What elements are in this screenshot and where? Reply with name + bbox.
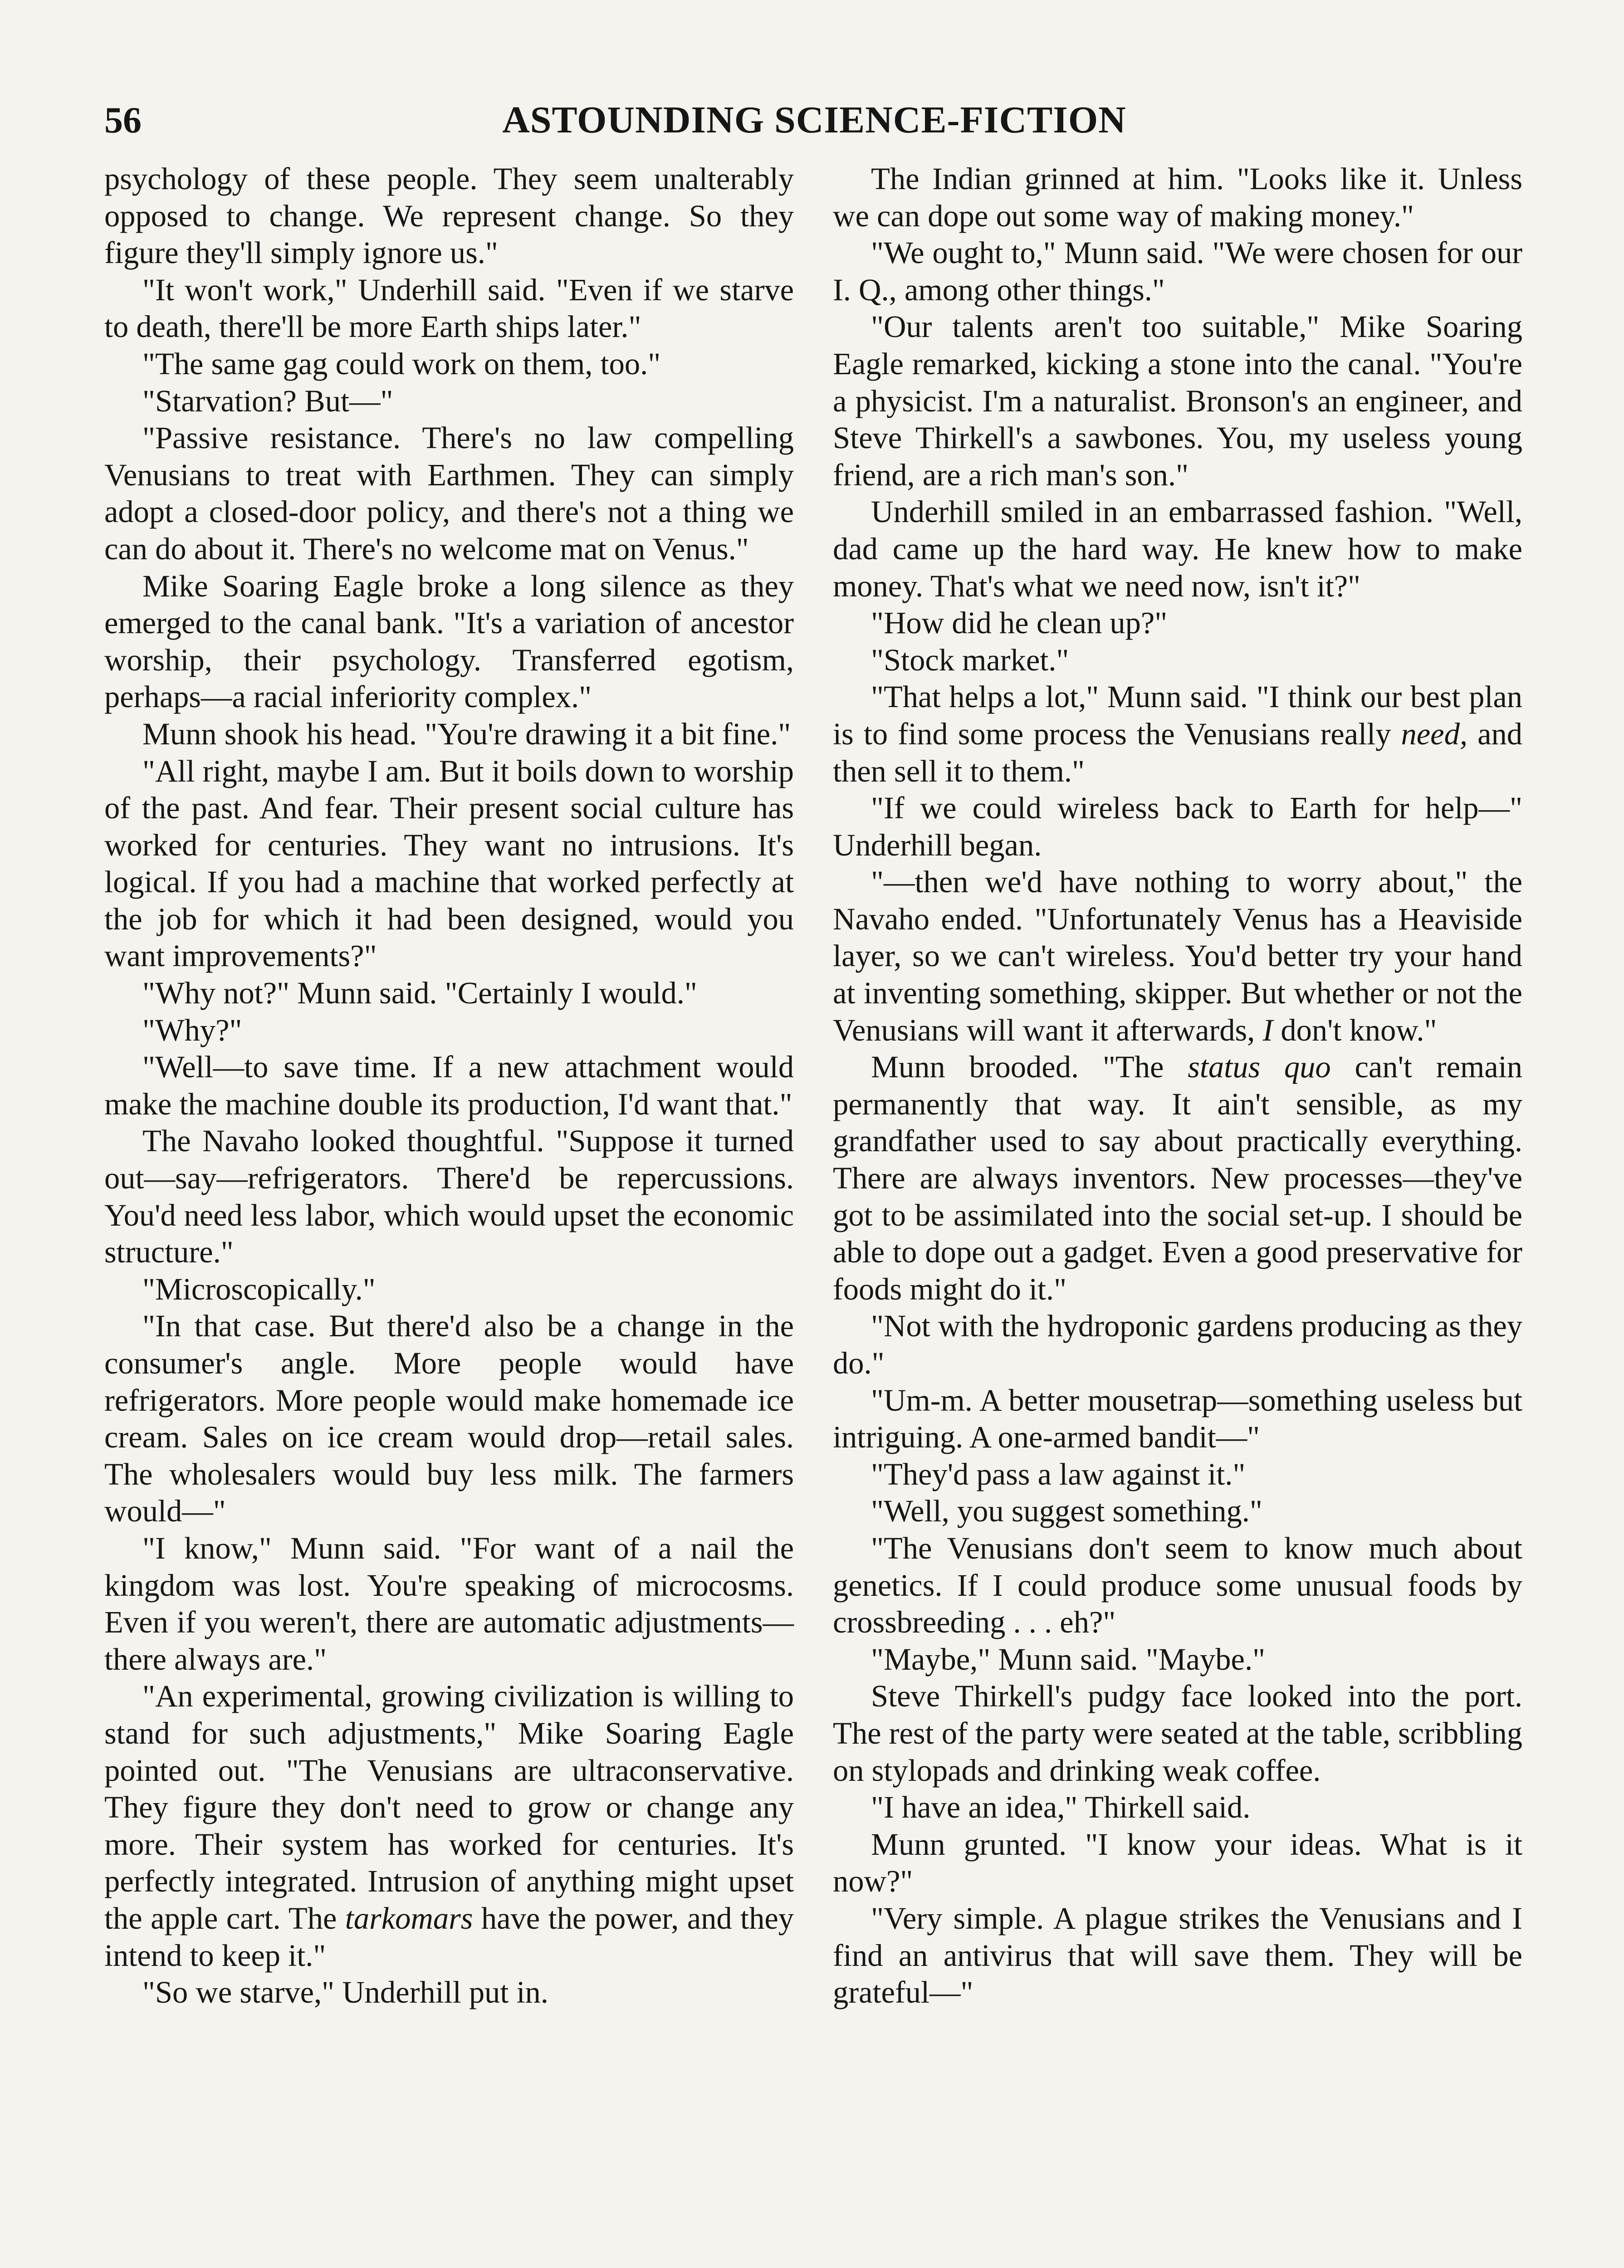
paragraph: "We ought to," Munn said. "We were chosen for our I. Q., among other things.": [833, 235, 1522, 307]
paragraph: Mike Soaring Eagle broke a long silence as they emerged to the canal bank. "It's a variation of ancestor worship, their psychology. Transferred egotism, perhaps—a racial inferiority complex.": [104, 568, 794, 714]
left-column: [104, 161, 794, 2011]
paragraph: "If we could wireless back to Earth for help—" Underhill began.: [833, 791, 1522, 862]
paragraph: "I know," Munn said. "For want of a nail the kingdom was lost. You're speaking of microcosms. Even if you weren't, there are automatic adjustments—there always are.": [104, 1530, 794, 1677]
paragraph: "Well—to save time. If a new attachment would make the machine double its production, I'd want that.": [104, 1050, 794, 1121]
paragraph: "Our talents aren't too suitable," Mike Soaring Eagle remarked, kicking a stone into the canal. "You're a physicist. I'm a naturalist. Bronson's an engineer, and Steve Thirkell's a sawbones. You, my useless young friend, are a rich man's son.": [833, 309, 1522, 492]
italic-term: status quo: [1188, 1050, 1331, 1085]
paragraph: psychology of these people. They seem unalterably opposed to change. We represent change. So they figure they'll simply ignore us.": [104, 161, 794, 270]
paragraph: "Um-m. A better mousetrap—something useless but intriguing. A one-armed bandit—": [833, 1383, 1522, 1455]
paragraph: Munn grunted. "I know your ideas. What is it now?": [833, 1827, 1522, 1899]
paragraph: "Very simple. A plague strikes the Venusians and I find an antivirus that will save them. They will be grateful—": [833, 1901, 1522, 2010]
paragraph: Steve Thirkell's pudgy face looked into the port. The rest of the party were seated at the table, scribbling on stylopads and drinking weak coffee.: [833, 1679, 1522, 1788]
paragraph: "So we starve," Underhill put in.: [142, 1975, 548, 2010]
running-head: ASTOUNDING SCIENCE-FICTION: [502, 99, 1126, 141]
paragraph: "I have an idea," Thirkell said.: [871, 1790, 1251, 1825]
paragraph: "The same gag could work on them, too.": [142, 346, 661, 381]
paragraph: "How did he clean up?": [871, 606, 1168, 640]
paragraph: Underhill smiled in an embarrassed fashion. "Well, dad came up the hard way. He knew how to make money. That's what we need now, isn't it?": [833, 494, 1522, 603]
page-number: 56: [104, 99, 142, 141]
paragraph: "In that case. But there'd also be a change in the consumer's angle. More people would have refrigerators. More people would make homemade ice cream. Sales on ice cream would drop—retail sales. The wholesalers would buy less milk. The farmers would—": [104, 1309, 794, 1529]
paragraph: "An experimental, growing civilization is willing to stand for such adjustments," Mike Soaring Eagle pointed out. "The Venusians are ultraconservative. They figure they don't need to grow or change any more. Their system has worked for centuries. It's perfectly integrated. Intrusion of anything might upset the apple cart. The tarkomars have the power, and they intend to keep it.": [104, 1679, 794, 1973]
paragraph: "Maybe," Munn said. "Maybe.": [871, 1642, 1266, 1677]
page-header: [104, 91, 1524, 150]
paragraph: "Well, you suggest something.": [871, 1494, 1262, 1529]
paragraph: "That helps a lot," Munn said. "I think our best plan is to find some process the Venusians really need, and then sell it to them.": [833, 679, 1523, 788]
paragraph: "Microscopically.": [142, 1271, 376, 1306]
paragraph: "The Venusians don't seem to know much about genetics. If I could produce some unusual foods by crossbreeding . . . eh?": [833, 1530, 1522, 1640]
paragraph: Munn shook his head. "You're drawing it a bit fine.": [142, 716, 791, 751]
paragraph: "Starvation? But—": [142, 383, 393, 418]
italic-term: need,: [1401, 716, 1467, 751]
paragraph: "Passive resistance. There's no law compelling Venusians to treat with Earthmen. They can simply adopt a closed-door policy, and there's not a thing we can do about it. There's no welcome mat on Venus.": [104, 420, 794, 566]
paragraph: "Why?": [142, 1012, 242, 1047]
right-column: [833, 161, 1522, 2011]
paragraph: "It won't work," Underhill said. "Even if we starve to death, there'll be more Earth ships later.": [104, 272, 794, 344]
italic-term: I: [1262, 1012, 1273, 1047]
paragraph: "Not with the hydroponic gardens producing as they do.": [833, 1309, 1522, 1380]
paragraph: "They'd pass a law against it.": [871, 1457, 1246, 1491]
italic-term: tarkomars: [345, 1901, 473, 1936]
paragraph: "All right, maybe I am. But it boils down to worship of the past. And fear. Their present social culture has worked for centuries. They want no intrusions. It's logical. If you had a machine that worked perfectly at the job for which it had been designed, would you want improvements?": [104, 753, 794, 973]
paragraph: Munn brooded. "The status quo can't remain permanently that way. It ain't sensible, as my grandfather used to say about practically everything. There are always inventors. New processes—they've got to be assimilated into the social set-up. I should be able to dope out a gadget. Even a good preservative for foods might do it.": [833, 1050, 1522, 1306]
paragraph: "Why not?" Munn said. "Certainly I would.": [142, 976, 697, 1011]
paragraph: "—then we'd have nothing to worry about," the Navaho ended. "Unfortunately Venus has a Heaviside layer, so we can't wireless. You'd better try your hand at inventing something, skipper. But whether or not the Venusians will want it afterwards, I don't know.": [833, 865, 1522, 1047]
paragraph: "Stock market.": [871, 642, 1069, 677]
paragraph: The Navaho looked thoughtful. "Suppose it turned out—say—refrigerators. There'd be repercussions. You'd need less labor, which would upset the economic structure.": [104, 1124, 794, 1270]
paragraph: The Indian grinned at him. "Looks like it. Unless we can dope out some way of making money.": [833, 161, 1522, 233]
